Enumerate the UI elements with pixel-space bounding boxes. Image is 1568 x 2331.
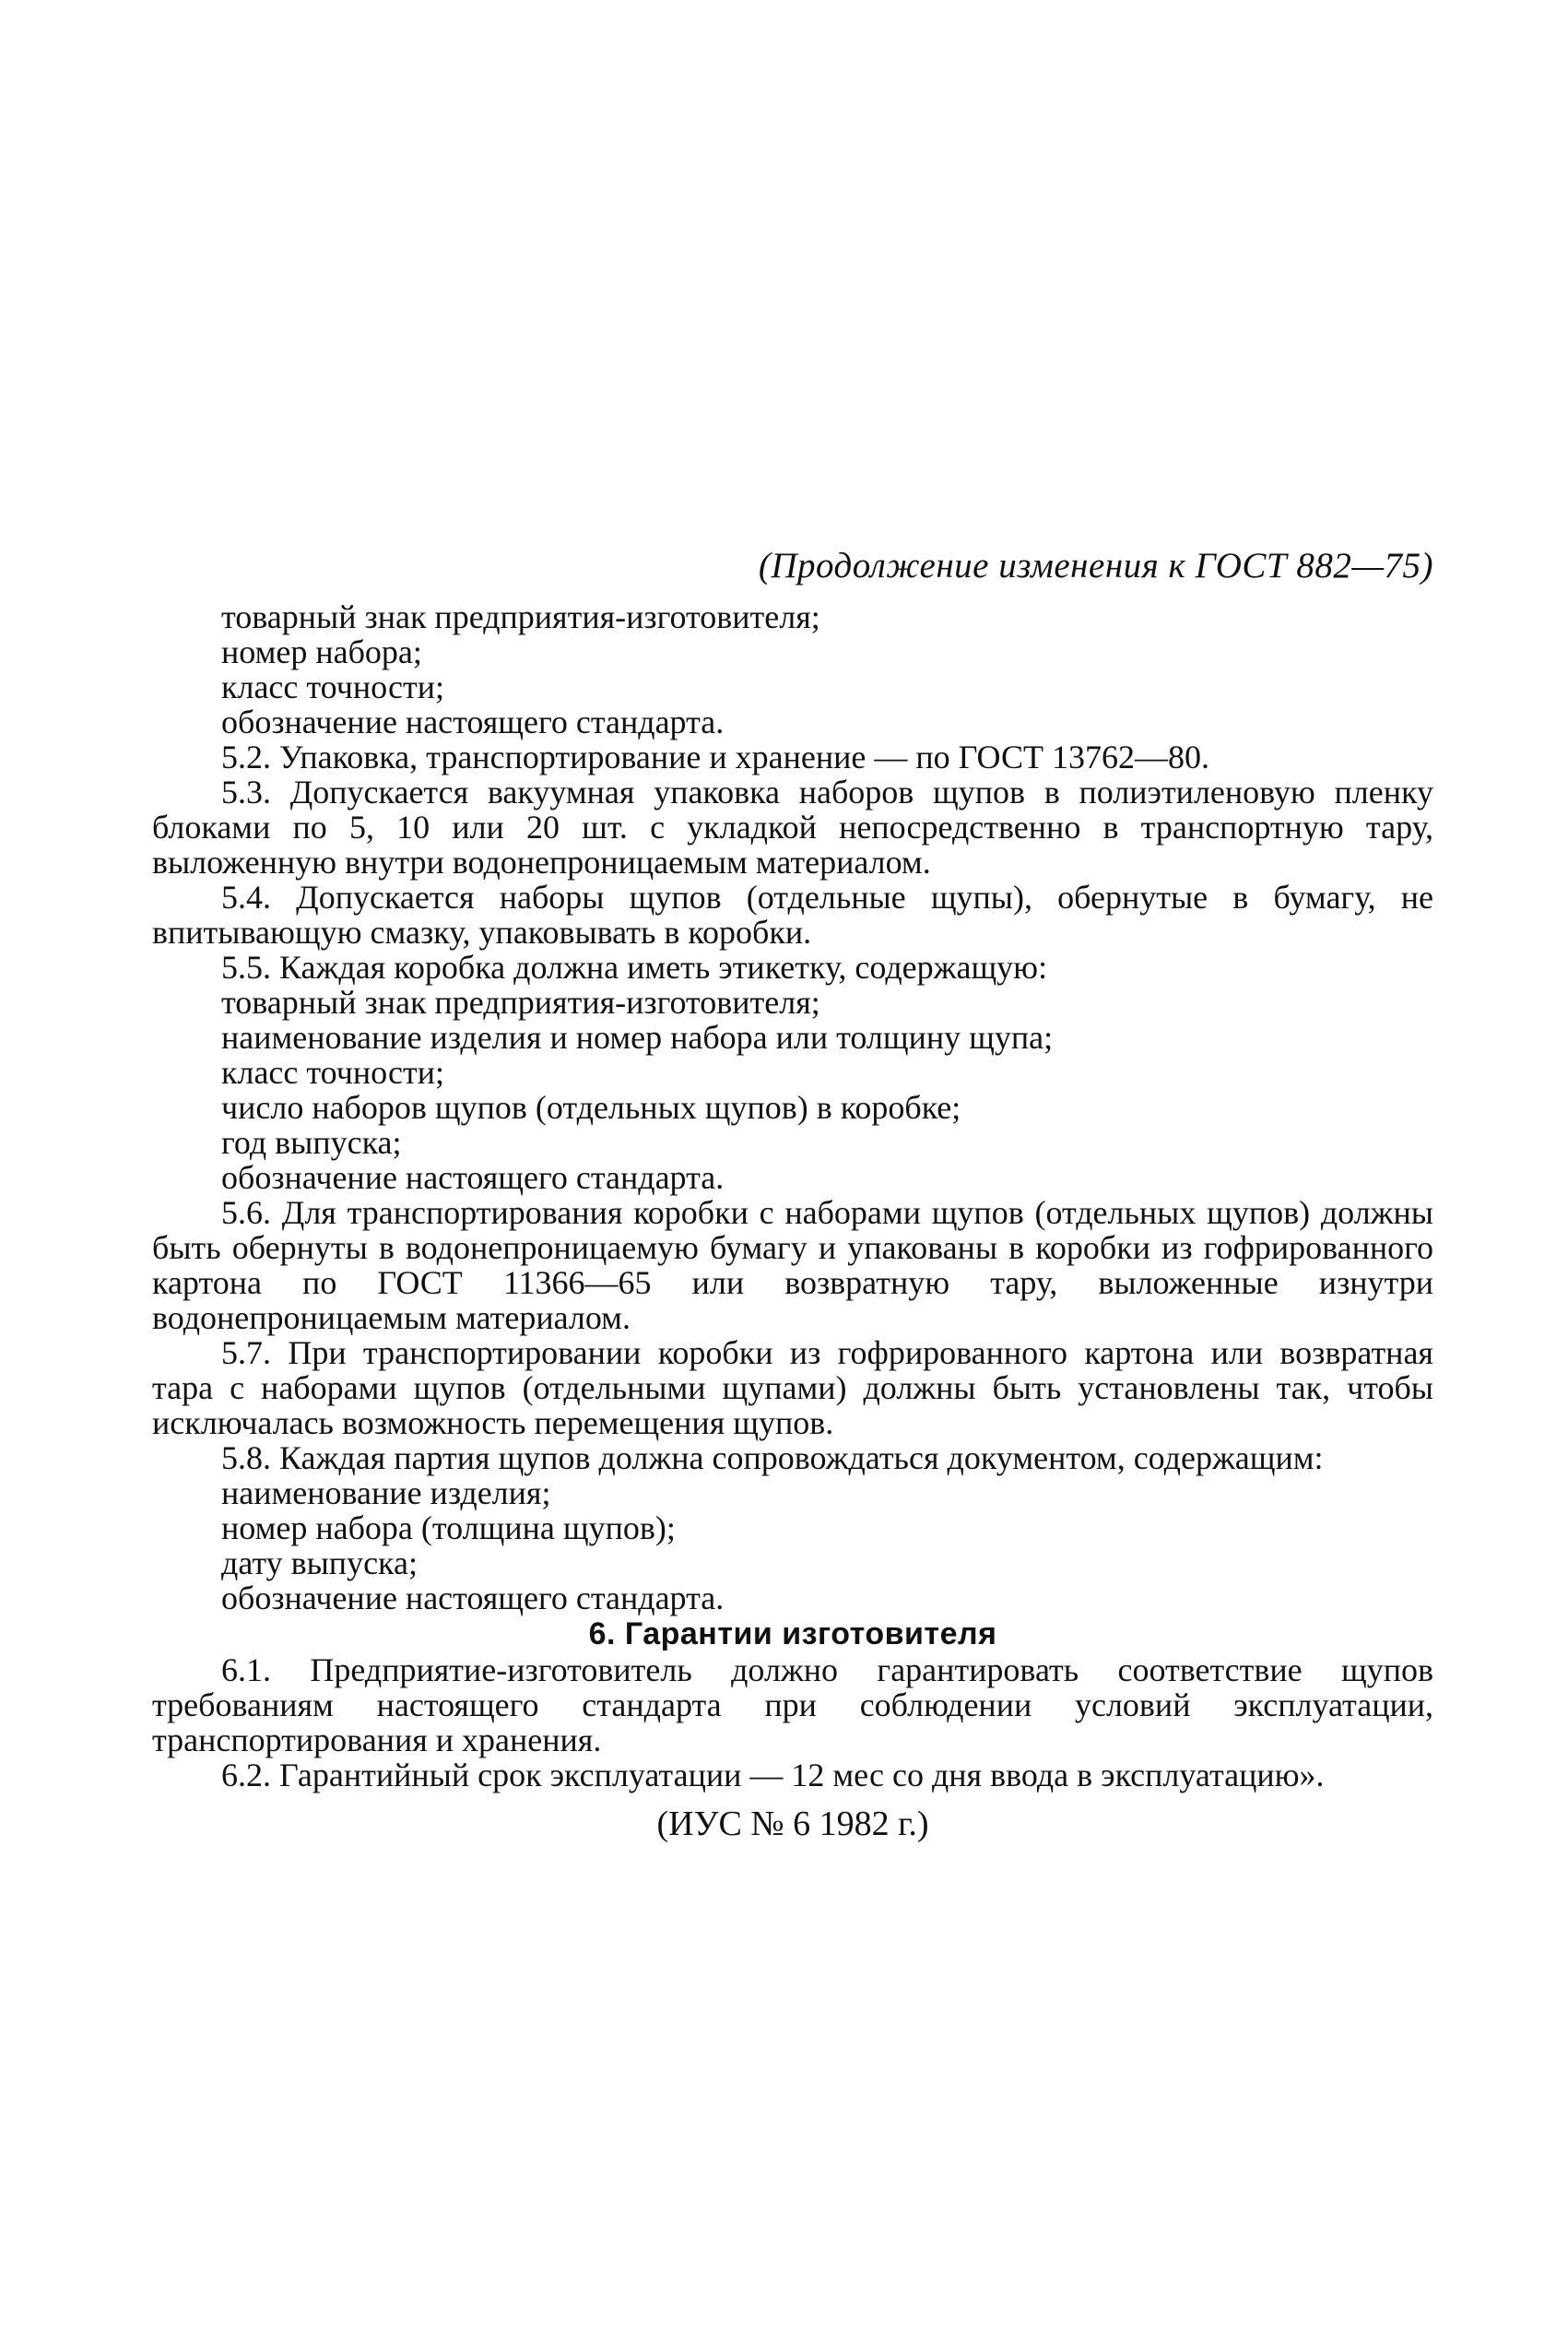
document-page (152, 546, 1433, 1846)
list-item: дату выпуска; (221, 1544, 418, 1581)
list-item: год выпуска; (221, 1124, 402, 1161)
list-item: номер набора; (221, 633, 422, 670)
list-item: число наборов щупов (отдельных щупов) в коробке; (221, 1089, 961, 1126)
paragraph-5-5: 5.5. Каждая коробка должна иметь этикетку, содержащую: (221, 949, 1048, 986)
paragraph-5-8: 5.8. Каждая партия щупов должна сопровождаться документом, содержащим: (221, 1439, 1324, 1476)
list-item: товарный знак предприятия-изготовителя; (221, 984, 820, 1021)
paragraph-6-1: 6.1. Предприятие-изготовитель должно гарантировать соответствие щупов требованиям настоящего стандарта при соблюдении условий эксплуатации, транспортирования и хранения. (152, 1651, 1433, 1758)
paragraph-5-6: 5.6. Для транспортирования коробки с наборами щупов (отдельных щупов) должны быть обернуты в водонепроницаемую бумагу и упакованы в коробки из гофрированного картона по ГОСТ 11366—65 или возвратную тару, выложенные изнутри водонепроницаемым материалом. (152, 1194, 1433, 1336)
list-item: обозначение настоящего стандарта. (221, 704, 725, 740)
continuation-header: (Продолжение изменения к ГОСТ 882—75) (758, 546, 1433, 586)
marking-list (152, 599, 1433, 740)
document-contents-list (152, 1475, 1433, 1615)
paragraph-5-2: 5.2. Упаковка, транспортирование и хранение — по ГОСТ 13762—80. (221, 739, 1209, 775)
paragraph-5-7: 5.7. При транспортировании коробки из гофрированного картона или возвратная тара с наборами щупов (отдельными щупами) должны быть установлены так, чтобы исключалась возможность перемещения щупов. (152, 1334, 1433, 1441)
list-item: номер набора (толщина щупов); (221, 1509, 676, 1546)
list-item: обозначение настоящего стандарта. (221, 1159, 725, 1196)
list-item: класс точности; (221, 1054, 444, 1091)
list-item: товарный знак предприятия-изготовителя; (221, 598, 820, 635)
amendment-reference: (ИУС № 6 1982 г.) (656, 1804, 929, 1843)
section-6-title: 6. Гарантии изготовителя (588, 1616, 997, 1651)
list-item: наименование изделия и номер набора или толщину щупа; (221, 1019, 1054, 1056)
label-contents-list (152, 985, 1433, 1195)
list-item: обозначение настоящего стандарта. (221, 1580, 725, 1616)
paragraph-6-2: 6.2. Гарантийный срок эксплуатации — 12 мес со дня ввода в эксплуатацию». (221, 1757, 1325, 1793)
list-item: класс точности; (221, 669, 444, 705)
paragraph-5-4: 5.4. Допускается наборы щупов (отдельные щупы), обернутые в бумагу, не впитывающую смазку, упаковывать в коробки. (152, 879, 1433, 951)
list-item: наименование изделия; (221, 1474, 551, 1511)
paragraph-5-3: 5.3. Допускается вакуумная упаковка наборов щупов в полиэтиленовую пленку блоками по 5, 10 или 20 шт. с укладкой непосредственно в транспортную тару, выложенную внутри водонепроницаемым материалом. (152, 774, 1433, 881)
